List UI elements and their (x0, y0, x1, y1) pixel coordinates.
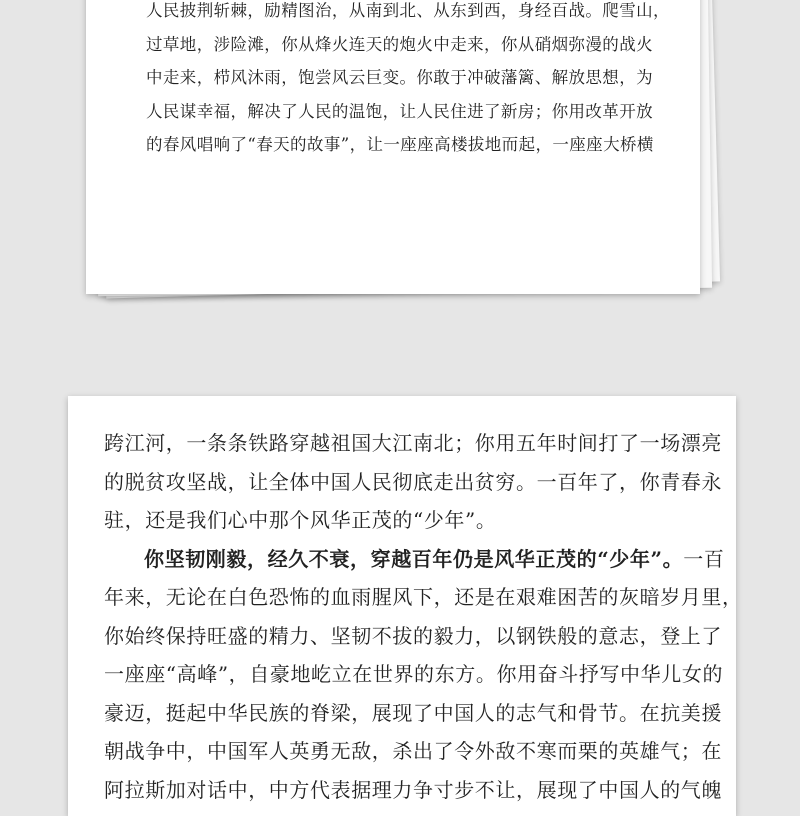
text-line: 跨江河，一条条铁路穿越祖国大江南北；你用五年时间打了一场漂亮 (104, 431, 722, 455)
text-line: 驻，还是我们心中那个风华正茂的“少年”。 (104, 508, 497, 532)
text-fragment: 一百 (683, 546, 725, 571)
text-line: 阿拉斯加对话中，中方代表据理力争寸步不让，展现了中国人的气魄 (104, 777, 722, 802)
text-line: 人民披荆斩棘，励精图治，从南到北、从东到西，身经百战。爬雪山， (146, 1, 670, 20)
text-line: 的脱贫攻坚战，让全体中国人民彻底走出贫穷。一百年了，你青春永 (104, 469, 722, 494)
bottom-page-text (104, 424, 743, 809)
text-line: 中走来，栉风沐雨，饱尝风云巨变。你敢于冲破藩篱、解放思想，为 (146, 68, 653, 87)
text-line: 过草地，涉险滩，你从烽火连天的炮火中走来，你从硝烟弥漫的战火 (146, 34, 653, 54)
text-line: 一座座“高峰”，自豪地屹立在世界的东方。你用奋斗抒写中华儿女的 (104, 662, 724, 686)
text-line: 人民谋幸福，解决了人民的温饱，让人民住进了新房；你用改革开放 (146, 101, 653, 121)
text-line: 你始终保持旺盛的精力、坚韧不拔的毅力，以钢铁般的意志，登上了 (104, 623, 722, 648)
bold-lead-sentence: 你坚韧刚毅，经久不衰，穿越百年仍是风华正茂的“少年”。 (144, 546, 684, 571)
text-line: 朝战争中，中国军人英勇无敌，杀出了令外敌不寒而栗的英雄气；在 (104, 739, 722, 763)
paragraph-lead-line (104, 540, 725, 579)
text-line: 的春风唱响了“春天的故事”，让一座座高楼拔地而起，一座座大桥横 (146, 135, 654, 154)
text-line: 年来，无论在白色恐怖的血雨腥风下，还是在艰难困苦的灰暗岁月里， (104, 585, 743, 609)
text-line: 豪迈，挺起中华民族的脊梁，展现了中国人的志气和骨节。在抗美援 (104, 700, 722, 725)
top-page-text (146, 0, 670, 162)
